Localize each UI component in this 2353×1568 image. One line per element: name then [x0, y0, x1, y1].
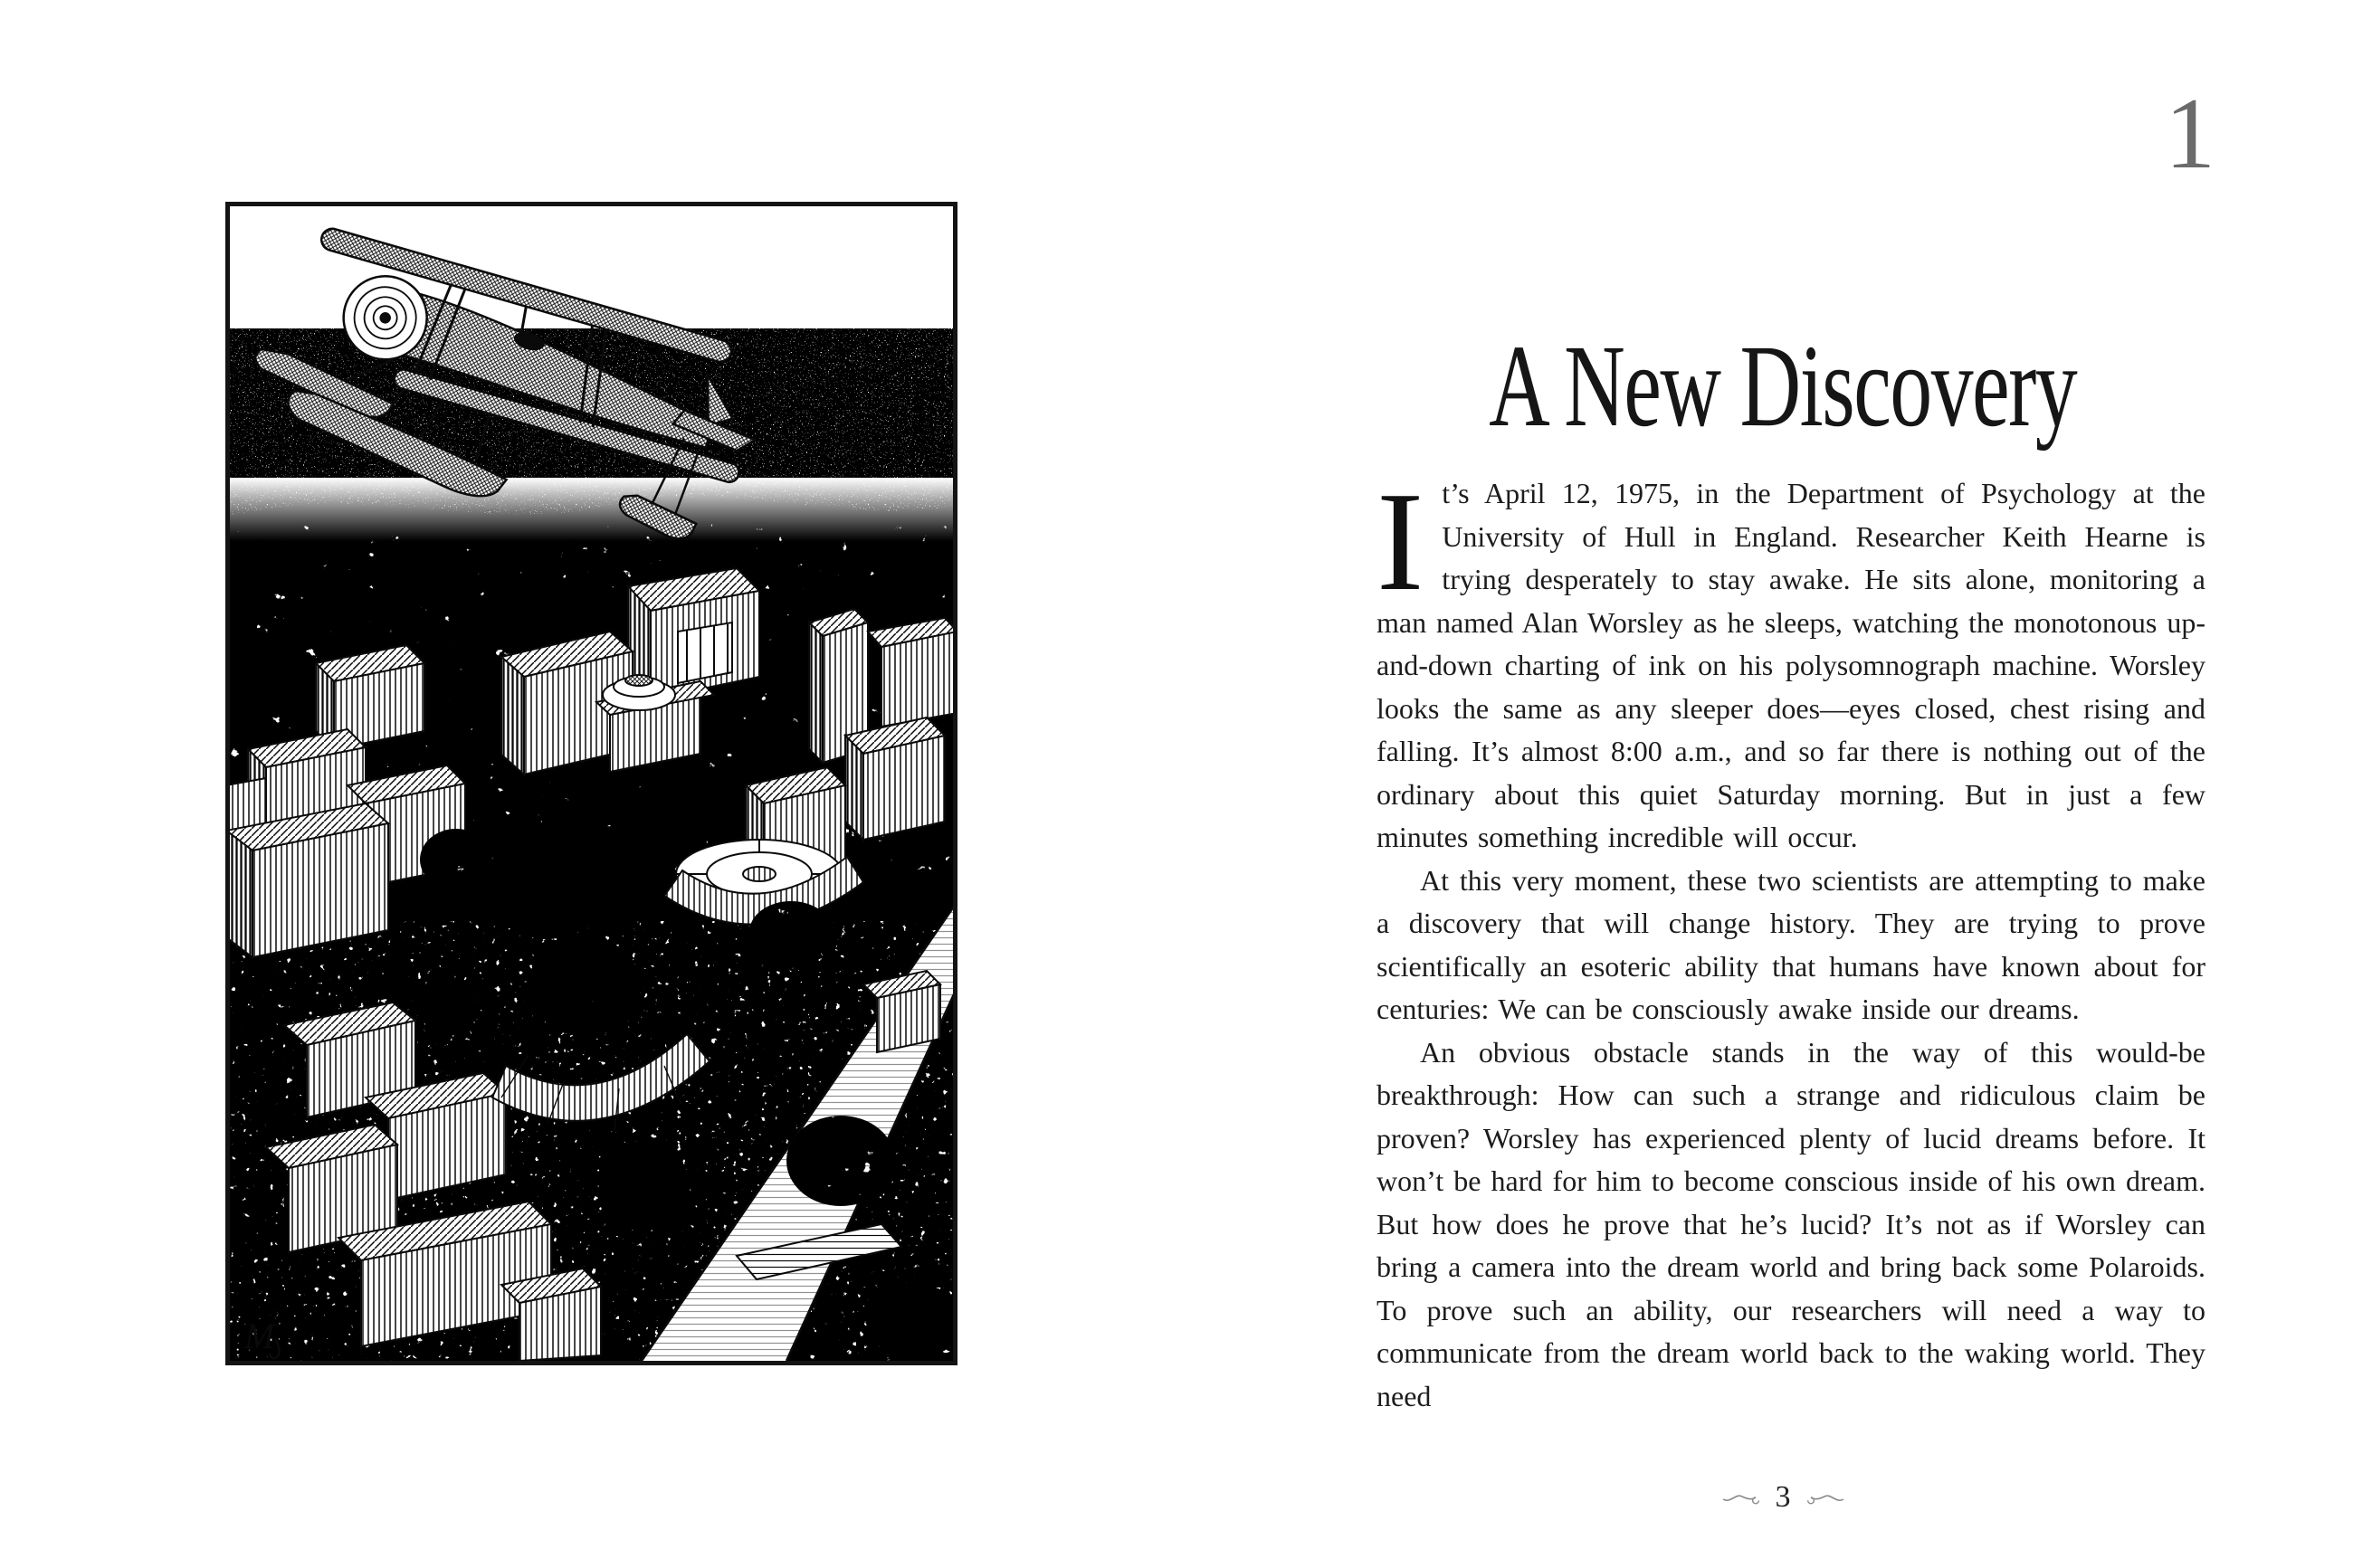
paragraph-3: An obvious obstacle stands in the way of this would-be breakthrough: How can such a strange and ridiculous claim be proven? Worsley has experienced plenty of lucid dreams before. It won’t be hard for him to become conscious inside of his own dream. But how does he prove that he’s lucid? It’s not as if Worsley can bring a camera into the dream world and bring back some Polaroids. To prove such an ability, our researchers will need a way to communicate from the dream world back to the waking world. They need — [1377, 1035, 2205, 1412]
chapter-body — [1377, 462, 2205, 1418]
campus-aerial-illustration — [230, 206, 953, 1361]
page-footer — [1285, 1482, 2281, 1513]
paragraph-2: At this very moment, these two scientists are attempting to make a discovery that will change history. They are trying to prove scientifically an esoteric ability that humans have known about for centuries: We can be consciously awake inside our dreams. — [1377, 863, 2205, 1025]
signature-text: M — [244, 1316, 275, 1356]
chapter-number: 1 — [2165, 78, 2215, 190]
footer-flourish-left-icon — [1722, 1489, 1764, 1506]
paragraph-1 — [1377, 462, 2205, 860]
paragraph-1-text: t’s April 12, 1975, in the Department of Psychology at the University of Hull in England. Researcher Keith Hearne is trying desperately to stay awake. He sits alone, monitoring a man named Alan Worsley as he sleeps, watching the monotonous up-and-down charting of ink on his polysomnograph machine. Worsley looks the same as any sleeper does—eyes closed, chest rising and falling. It’s almost 8:00 a.m., and so far there is nothing out of the ordinary about this quiet Saturday morning. But in just a few minutes something incredible will occur. — [1377, 477, 2205, 853]
chapter-illustration-frame — [225, 202, 957, 1365]
chapter-title — [1285, 321, 2281, 451]
footer-flourish-right-icon — [1803, 1489, 1844, 1506]
drop-cap: I — [1377, 462, 1424, 620]
illustrator-signature — [243, 1316, 280, 1358]
chapter-title-text: A New Discovery — [1489, 321, 2077, 451]
page-number: 3 — [1775, 1480, 1791, 1514]
building-lower-left — [230, 803, 388, 957]
foliage-fade — [230, 478, 953, 541]
